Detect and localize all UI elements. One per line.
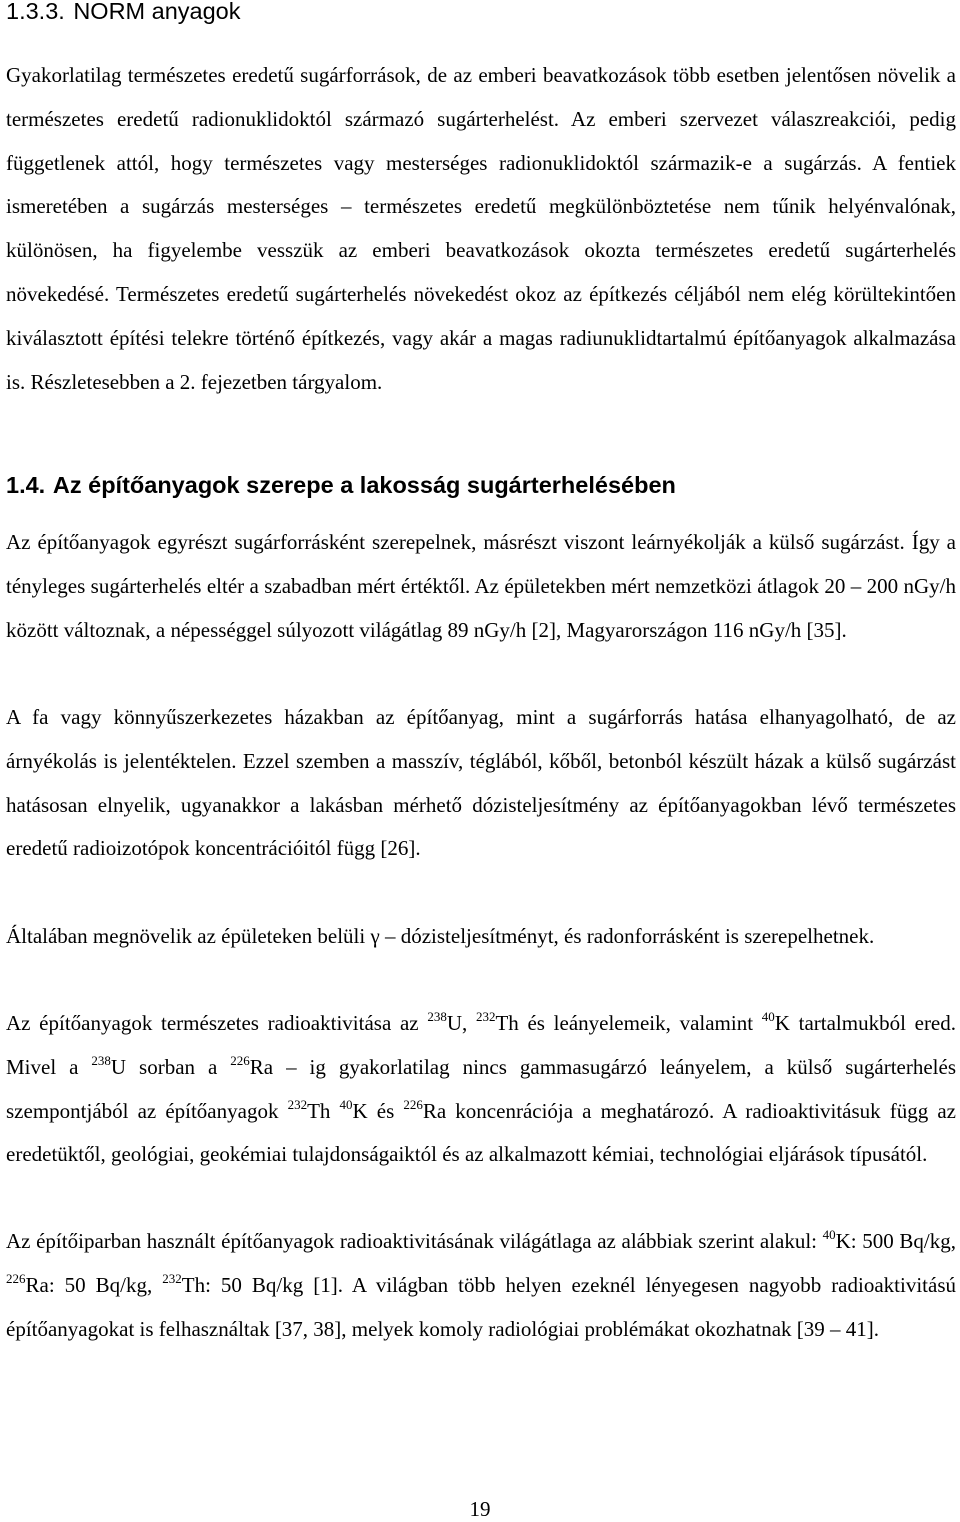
paragraph-wood-houses: A fa vagy könnyűszerkezetes házakban az építőanyag, mint a sugárforrás hatása elhanyagolható, de az árnyékolás is jelentéktelen. Ezzel szemben a masszív, téglából, kőből, betonból készült házak a külső sugárzást hatásosan elnyelik, ugyanakkor a lakásban mérhető dózisteljesítmény az építőanyagokban lévő természetes eredetű radioizotópok koncentrációitól függ [26]. [6,705,956,861]
section-title: NORM anyagok [73,0,241,24]
isotope-mass-number: 226 [230,1052,250,1068]
isotope-mass-number: 232 [475,1009,496,1024]
isotope-mass-number: 40 [339,1096,353,1112]
paragraph-norm: Gyakorlatilag természetes eredetű sugárforrások, de az emberi beavatkozások több esetben jelentősen növelik a természetes eredetű radionuklidoktól származó sugárterhelést. Az emberi szervezet válaszreakciói, pedig függetlenek attól, hogy természetes vagy mesterséges radionuklidoktól származik-e a sugárzás. A fentiek ismeretében a sugárzás mesterséges – természetes eredetű megkülönböztetése nem tűnik helyénvalónak, különösen, ha figyelembe vesszük az emberi beavatkozások okozta természetes eredetű sugárterhelés növekedésé. Természetes eredetű sugárterhelés növekedést okoz az építkezés céljából nem elég körültekintően kiválasztott építési telekre történő építkezés, vagy akár a magas radiunuklidtartalmú építőanyagok alkalmazása is. Részletesebben a 2. fejezetben tárgyalom. [6,63,956,394]
isotope-mass-number: 238 [427,1009,447,1024]
paragraph-natural-radioactivity: Az építőanyagok természetes radioaktivitása az $^{238}$U, $^{232}$Th és leányelemeik, valamint $^{40}$K tartalmukból ered. Mivel a $^{238}$U sorban a $^{226}$Ra – ig gyakorlatilag nincs gammasugárzó leányelem, a külső sugárterhelés szempontjából az építőanyagok $^{232}$Th $^{40}$K és $^{226}$Ra koncenrációja a meghatározó. A radioaktivitásuk függ az eredetüktől, geológiai, geokémiai tulajdonságaiktól és az alkalmazott kémiai, technológiai eljárások típusától. [6,1009,957,1167]
section-number: 1.3.3. [6,0,65,24]
isotope-mass-number: 40 [822,1227,836,1242]
isotope-mass-number: 226 [6,1270,26,1286]
paragraph-gamma: Általában megnövelik az épületeken belüli γ – dózisteljesítményt, és radonforrásként is szerepelhetnek. [6,924,875,948]
isotope-mass-number: 40 [761,1009,775,1024]
section-number: 1.4. [6,472,46,498]
isotope-mass-number: 226 [403,1096,423,1112]
paragraph-world-average: Az építőiparban használt építőanyagok radioaktivitásának világátlaga az alábbiak szerint alakul: $^{40}$K: 500 Bq/kg, $^{226}$Ra: 50 Bq/kg, $^{232}$Th: 50 Bq/kg [1]. A világban több helyen ezeknél lényegesen nagyobb radioaktivitású építőanyagokat is felhasználtak [37, 38], melyek komoly radiológiai problémákat okozhatnak [39 – 41]. [6,1227,956,1341]
section-heading-1-4 [6,472,676,499]
isotope-mass-number: 238 [91,1052,111,1068]
isotope-mass-number: 232 [287,1096,308,1112]
page-number: 19 [469,1497,491,1521]
isotope-mass-number: 232 [162,1270,182,1286]
paragraph-shielding: Az építőanyagok egyrészt sugárforrásként szerepelnek, másrészt viszont leárnyékolják a külső sugárzást. Így a tényleges sugárterhelés eltér a szabadban mért értéktől. Az épületekben mért nemzetközi átlagok 20 – 200 nGy/h között változnak, a népességgel súlyozott világátlag 89 nGy/h [2], Magyarországon 116 nGy/h [35]. [6,530,956,642]
section-title: Az építőanyagok szerepe a lakosság sugárterhelésében [52,472,676,498]
section-heading-1-3-3 [6,0,241,25]
